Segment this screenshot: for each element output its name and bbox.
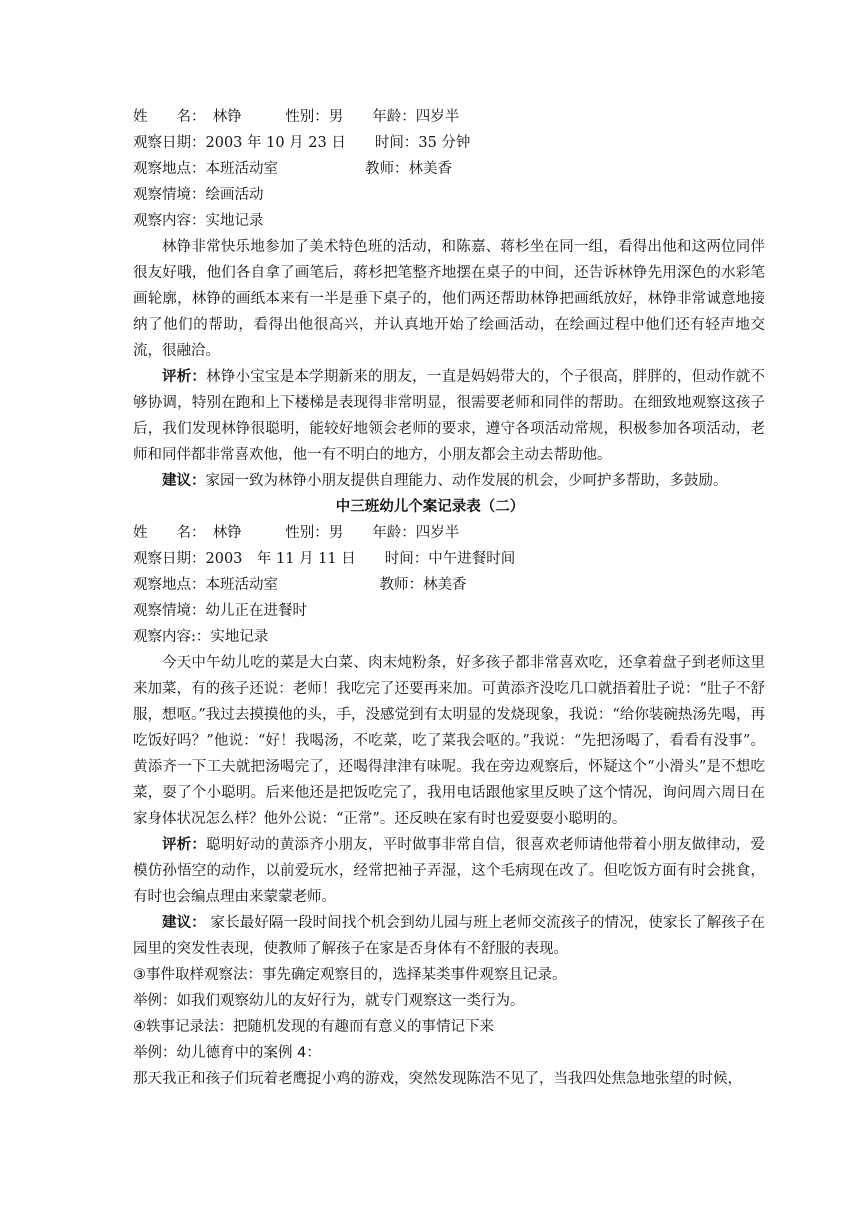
record1-date-line: 观察日期：2003 年 10 月 23 日 时间：35 分钟 [133, 135, 471, 151]
record2-title: 中三班幼儿个案记录表（二） [335, 498, 525, 515]
record1-body: 林铮非常快乐地参加了美术特色班的活动，和陈嘉、蒋杉坐在同一组，看得出他和这两位同伴很友好哦，他们各自拿了画笔后，蒋杉把笔整齐地摆在桌子的中间，还告诉林铮先用深色的水彩笔画轮廓，林铮的画纸本来有一半是垂下桌子的，他们两还帮助林铮把画纸放好，林铮非常诚意地接纳了他们的帮助，看得出他很高兴，并认真地开始了绘画活动，在绘画过程中他们还有轻声地交流，很融洽。 [133, 239, 765, 359]
record2-content-line: 观察内容:：实地记录 [133, 629, 269, 645]
record2-name-line: 姓 名： 林铮 性别：男 年龄：四岁半 [133, 525, 460, 541]
record1-analysis-label: 评析： [162, 368, 207, 385]
record1-suggestion-text: 家园一致为林铮小朋友提供自理能力、动作发展的机会，少呵护多帮助，多鼓励。 [205, 473, 728, 489]
record2-suggestion-text: 家长最好隔一段时间找个机会到幼儿园与班上老师交流孩子的情况，使家长了解孩子在园里的突发性表现，使教师了解孩子在家是否身体有不舒服的表现。 [133, 915, 766, 957]
record1-analysis-text: 林铮小宝宝是本学期新来的朋友，一直是妈妈带大的，个子很高，胖胖的，但动作就不够协调，特别在跑和上下楼梯是表现得非常明显，很需要老师和同伴的帮助。在细致地观察这孩子后，我们发现林铮很聪明，能较好地领会老师的要求，遵守各项活动常规，积极参加各项活动，老师和同伴都非常喜欢他，他一有不明白的地方，小朋友都会主动去帮助他。 [133, 369, 765, 463]
record1-suggestion-label: 建议： [162, 472, 206, 489]
method-anecdotal-example: 举例：幼儿德育中的案例 4： [133, 1045, 321, 1061]
method-event-example: 举例：如我们观察幼儿的友好行为，就专门观察这一类行为。 [133, 993, 525, 1009]
record1-name-line: 姓 名： 林铮 性别：男 年龄：四岁半 [133, 109, 460, 125]
record1-place-line: 观察地点：本班活动室 教师：林美香 [133, 161, 452, 177]
record1-analysis [133, 364, 765, 468]
record1-situation-line: 观察情境：绘画活动 [133, 187, 264, 203]
record2-body: 今天中午幼儿吃的菜是大白菜、肉末炖粉条，好多孩子都非常喜欢吃，还拿着盘子到老师这里来加菜，有的孩子还说：老师！我吃完了还要再来加。可黄添齐没吃几口就捂着肚子说：“肚子不舒服，想呕。”我过去摸摸他的头，手，没感觉到有太明显的发烧现象，我说：“给你装碗热汤先喝，再吃饭好吗？”他说：“好！我喝汤，不吃菜，吃了菜我会呕的。”我说：“先把汤喝了，看看有没事”。黄添齐一下工夫就把汤喝完了，还喝得津津有味呢。我在旁边观察后，怀疑这个“小滑头”是不想吃菜，耍了个小聪明。后来他还是把饭吃完了，我用电话跟他家里反映了这个情况，询问周六周日在家身体状况怎么样？他外公说：“正常”。还反映在家有时也爱耍耍小聪明的。 [133, 655, 765, 827]
story-start-line: 那天我正和孩子们玩着老鹰捉小鸡的游戏，突然发现陈浩不见了，当我四处焦急地张望的时候， [133, 1071, 742, 1087]
method-event-sampling: ③事件取样观察法：事先确定观察目的，选择某类事件观察且记录。 [133, 967, 567, 983]
record2-situation-line: 观察情境：幼儿正在进餐时 [133, 603, 307, 619]
record2-analysis-label: 评析： [162, 836, 207, 853]
method-anecdotal: ④轶事记录法：把随机发现的有趣而有意义的事情记下来 [133, 1019, 494, 1035]
record2-date-line: 观察日期：2003 年 11 月 11 日 时间：中午进餐时间 [133, 551, 516, 567]
record2-place-line: 观察地点：本班活动室 教师：林美香 [133, 577, 467, 593]
record2-analysis-text: 聪明好动的黄添齐小朋友，平时做事非常自信，很喜欢老师请他带着小朋友做律动，爱模仿孙悟空的动作，以前爱玩水，经常把袖子弄湿，这个毛病现在改了。但吃饭方面有时会挑食，有时也会编点理由来蒙蒙老师。 [133, 837, 765, 905]
record2-suggestion-label: 建议： [162, 914, 206, 931]
record1-content-line: 观察内容：实地记录 [133, 213, 264, 229]
record2-analysis [133, 832, 765, 910]
record2-suggestion [133, 910, 765, 962]
record1-suggestion [133, 468, 765, 494]
